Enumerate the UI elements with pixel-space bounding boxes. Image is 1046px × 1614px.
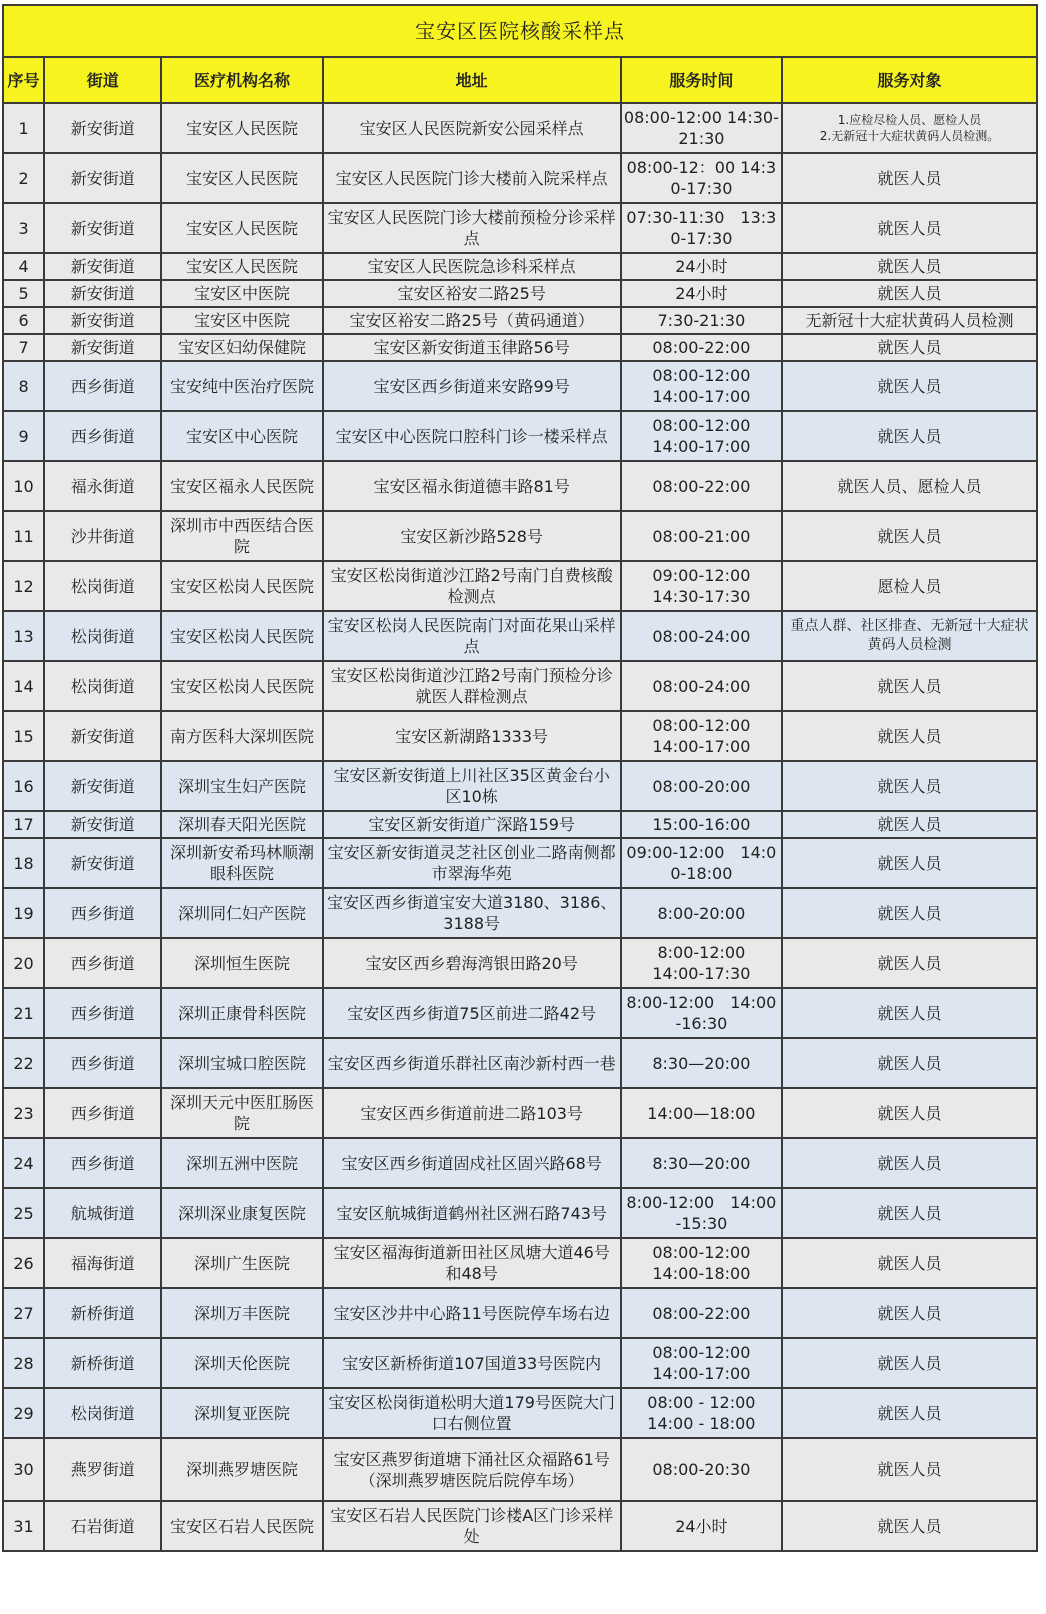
cell-street: 西乡街道 bbox=[44, 988, 161, 1038]
table-row bbox=[3, 103, 1037, 153]
cell-service-time: 8:30—20:00 bbox=[621, 1138, 782, 1188]
cell-no: 5 bbox=[3, 280, 44, 307]
cell-no: 27 bbox=[3, 1288, 44, 1338]
cell-no: 21 bbox=[3, 988, 44, 1038]
cell-service-target: 就医人员 bbox=[782, 1501, 1037, 1551]
table-row bbox=[3, 938, 1037, 988]
cell-service-target: 愿检人员 bbox=[782, 561, 1037, 611]
cell-address: 宝安区燕罗街道塘下涌社区众福路61号（深圳燕罗塘医院后院停车场） bbox=[323, 1438, 621, 1501]
cell-org: 深圳春天阳光医院 bbox=[161, 811, 322, 838]
table-row bbox=[3, 1438, 1037, 1501]
table-row bbox=[3, 153, 1037, 203]
cell-service-time: 09:00-12:00 14:30-17:30 bbox=[621, 561, 782, 611]
table-row bbox=[3, 1038, 1037, 1088]
cell-no: 22 bbox=[3, 1038, 44, 1088]
cell-org: 宝安区中医院 bbox=[161, 307, 322, 334]
cell-org: 宝安区松岗人民医院 bbox=[161, 611, 322, 661]
cell-service-time: 08:00-12:00 14:00-17:00 bbox=[621, 711, 782, 761]
cell-service-target: 就医人员 bbox=[782, 811, 1037, 838]
cell-service-time: 8:00-12:00 14:00-15:30 bbox=[621, 1188, 782, 1238]
cell-no: 19 bbox=[3, 888, 44, 938]
table-row bbox=[3, 253, 1037, 280]
table-row bbox=[3, 361, 1037, 411]
cell-service-time: 08:00-20:00 bbox=[621, 761, 782, 811]
cell-street: 沙井街道 bbox=[44, 511, 161, 561]
cell-street: 新安街道 bbox=[44, 153, 161, 203]
cell-service-time: 24小时 bbox=[621, 1501, 782, 1551]
cell-no: 29 bbox=[3, 1388, 44, 1438]
cell-org: 宝安区人民医院 bbox=[161, 203, 322, 253]
cell-service-target: 就医人员 bbox=[782, 203, 1037, 253]
cell-address: 宝安区航城街道鹤州社区洲石路743号 bbox=[323, 1188, 621, 1238]
cell-service-target: 就医人员 bbox=[782, 988, 1037, 1038]
header-no: 序号 bbox=[3, 57, 44, 103]
table-row bbox=[3, 561, 1037, 611]
cell-org: 宝安区人民医院 bbox=[161, 153, 322, 203]
cell-no: 11 bbox=[3, 511, 44, 561]
cell-street: 新桥街道 bbox=[44, 1338, 161, 1388]
cell-street: 新安街道 bbox=[44, 334, 161, 361]
cell-address: 宝安区松岗街道沙江路2号南门预检分诊就医人群检测点 bbox=[323, 661, 621, 711]
cell-street: 新安街道 bbox=[44, 103, 161, 153]
cell-street: 松岗街道 bbox=[44, 611, 161, 661]
cell-no: 15 bbox=[3, 711, 44, 761]
cell-street: 西乡街道 bbox=[44, 938, 161, 988]
cell-address: 宝安区中心医院口腔科门诊一楼采样点 bbox=[323, 411, 621, 461]
cell-service-target: 就医人员 bbox=[782, 153, 1037, 203]
cell-service-time: 8:00-20:00 bbox=[621, 888, 782, 938]
cell-service-target: 就医人员 bbox=[782, 1238, 1037, 1288]
cell-service-target: 就医人员 bbox=[782, 1088, 1037, 1138]
cell-service-time: 08:00-12：00 14:30-17:30 bbox=[621, 153, 782, 203]
table-row bbox=[3, 1388, 1037, 1438]
cell-no: 20 bbox=[3, 938, 44, 988]
cell-no: 12 bbox=[3, 561, 44, 611]
cell-service-time: 15:00-16:00 bbox=[621, 811, 782, 838]
cell-service-target: 就医人员 bbox=[782, 838, 1037, 888]
cell-street: 燕罗街道 bbox=[44, 1438, 161, 1501]
cell-org: 深圳宝生妇产医院 bbox=[161, 761, 322, 811]
cell-org: 深圳复亚医院 bbox=[161, 1388, 322, 1438]
cell-street: 西乡街道 bbox=[44, 411, 161, 461]
cell-no: 28 bbox=[3, 1338, 44, 1388]
cell-service-target: 就医人员 bbox=[782, 1288, 1037, 1338]
cell-service-target: 就医人员 bbox=[782, 888, 1037, 938]
table-row bbox=[3, 1088, 1037, 1138]
cell-org: 深圳燕罗塘医院 bbox=[161, 1438, 322, 1501]
cell-org: 宝安区妇幼保健院 bbox=[161, 334, 322, 361]
cell-service-time: 08:00-12:00 14:00-17:00 bbox=[621, 411, 782, 461]
cell-no: 2 bbox=[3, 153, 44, 203]
cell-service-target: 就医人员、愿检人员 bbox=[782, 461, 1037, 511]
table-row bbox=[3, 988, 1037, 1038]
cell-street: 松岗街道 bbox=[44, 661, 161, 711]
header-org: 医疗机构名称 bbox=[161, 57, 322, 103]
cell-service-target: 1.应检尽检人员、愿检人员 2.无新冠十大症状黄码人员检测。 bbox=[782, 103, 1037, 153]
cell-address: 宝安区新安街道上川社区35区黄金台小区10栋 bbox=[323, 761, 621, 811]
cell-service-time: 08:00 - 12:00 14:00 - 18:00 bbox=[621, 1388, 782, 1438]
cell-service-time: 7:30-21:30 bbox=[621, 307, 782, 334]
cell-service-time: 24小时 bbox=[621, 280, 782, 307]
cell-service-target: 就医人员 bbox=[782, 411, 1037, 461]
cell-service-time: 08:00-22:00 bbox=[621, 461, 782, 511]
cell-org: 宝安区中心医院 bbox=[161, 411, 322, 461]
cell-service-target: 就医人员 bbox=[782, 1338, 1037, 1388]
cell-street: 松岗街道 bbox=[44, 1388, 161, 1438]
cell-address: 宝安区石岩人民医院门诊楼A区门诊采样处 bbox=[323, 1501, 621, 1551]
cell-service-target: 就医人员 bbox=[782, 938, 1037, 988]
cell-no: 17 bbox=[3, 811, 44, 838]
cell-org: 深圳同仁妇产医院 bbox=[161, 888, 322, 938]
cell-no: 24 bbox=[3, 1138, 44, 1188]
cell-no: 30 bbox=[3, 1438, 44, 1501]
sampling-sites-table bbox=[2, 4, 1038, 1552]
cell-street: 航城街道 bbox=[44, 1188, 161, 1238]
cell-no: 10 bbox=[3, 461, 44, 511]
cell-org: 宝安区松岗人民医院 bbox=[161, 661, 322, 711]
cell-service-time: 8:30—20:00 bbox=[621, 1038, 782, 1088]
table-row bbox=[3, 307, 1037, 334]
cell-org: 深圳五洲中医院 bbox=[161, 1138, 322, 1188]
cell-address: 宝安区人民医院门诊大楼前预检分诊采样点 bbox=[323, 203, 621, 253]
table-row bbox=[3, 1188, 1037, 1238]
cell-org: 宝安区松岗人民医院 bbox=[161, 561, 322, 611]
cell-service-target: 就医人员 bbox=[782, 511, 1037, 561]
cell-street: 石岩街道 bbox=[44, 1501, 161, 1551]
cell-service-time: 24小时 bbox=[621, 253, 782, 280]
cell-address: 宝安区新安街道玉律路56号 bbox=[323, 334, 621, 361]
table-title: 宝安区医院核酸采样点 bbox=[3, 5, 1037, 57]
cell-no: 7 bbox=[3, 334, 44, 361]
cell-address: 宝安区新安街道灵芝社区创业二路南侧都市翠海华苑 bbox=[323, 838, 621, 888]
cell-org: 宝安区人民医院 bbox=[161, 103, 322, 153]
header-row bbox=[3, 57, 1037, 103]
cell-street: 新安街道 bbox=[44, 838, 161, 888]
cell-service-target: 无新冠十大症状黄码人员检测 bbox=[782, 307, 1037, 334]
table-row bbox=[3, 838, 1037, 888]
cell-service-time: 08:00-12:00 14:00-17:00 bbox=[621, 1338, 782, 1388]
cell-address: 宝安区沙井中心路11号医院停车场右边 bbox=[323, 1288, 621, 1338]
cell-service-target: 就医人员 bbox=[782, 761, 1037, 811]
cell-service-target: 就医人员 bbox=[782, 361, 1037, 411]
cell-address: 宝安区福海街道新田社区凤塘大道46号和48号 bbox=[323, 1238, 621, 1288]
cell-no: 16 bbox=[3, 761, 44, 811]
cell-org: 深圳市中西医结合医院 bbox=[161, 511, 322, 561]
cell-address: 宝安区人民医院急诊科采样点 bbox=[323, 253, 621, 280]
table-row bbox=[3, 461, 1037, 511]
cell-street: 西乡街道 bbox=[44, 1088, 161, 1138]
cell-org: 深圳天伦医院 bbox=[161, 1338, 322, 1388]
cell-no: 8 bbox=[3, 361, 44, 411]
cell-service-time: 08:00-24:00 bbox=[621, 661, 782, 711]
cell-service-target: 就医人员 bbox=[782, 1038, 1037, 1088]
cell-no: 9 bbox=[3, 411, 44, 461]
cell-street: 西乡街道 bbox=[44, 1138, 161, 1188]
header-service-target: 服务对象 bbox=[782, 57, 1037, 103]
cell-service-time: 08:00-24:00 bbox=[621, 611, 782, 661]
cell-address: 宝安区新桥街道107国道33号医院内 bbox=[323, 1338, 621, 1388]
table-row bbox=[3, 811, 1037, 838]
table-row bbox=[3, 1288, 1037, 1338]
cell-no: 26 bbox=[3, 1238, 44, 1288]
cell-org: 宝安区石岩人民医院 bbox=[161, 1501, 322, 1551]
cell-street: 新安街道 bbox=[44, 711, 161, 761]
cell-org: 深圳宝城口腔医院 bbox=[161, 1038, 322, 1088]
cell-service-time: 07:30-11:30 13:30-17:30 bbox=[621, 203, 782, 253]
cell-org: 深圳正康骨科医院 bbox=[161, 988, 322, 1038]
cell-service-target: 就医人员 bbox=[782, 1188, 1037, 1238]
cell-org: 深圳深业康复医院 bbox=[161, 1188, 322, 1238]
cell-service-time: 08:00-12:00 14:30-21:30 bbox=[621, 103, 782, 153]
header-address: 地址 bbox=[323, 57, 621, 103]
cell-service-target: 重点人群、社区排查、无新冠十大症状黄码人员检测 bbox=[782, 611, 1037, 661]
cell-address: 宝安区松岗街道松明大道179号医院大门口右侧位置 bbox=[323, 1388, 621, 1438]
cell-no: 3 bbox=[3, 203, 44, 253]
cell-no: 4 bbox=[3, 253, 44, 280]
cell-org: 深圳恒生医院 bbox=[161, 938, 322, 988]
cell-no: 31 bbox=[3, 1501, 44, 1551]
table-row bbox=[3, 1138, 1037, 1188]
cell-address: 宝安区西乡街道来安路99号 bbox=[323, 361, 621, 411]
cell-service-time: 09:00-12:00 14:00-18:00 bbox=[621, 838, 782, 888]
header-service-time: 服务时间 bbox=[621, 57, 782, 103]
table-row bbox=[3, 203, 1037, 253]
cell-service-target: 就医人员 bbox=[782, 661, 1037, 711]
cell-street: 松岗街道 bbox=[44, 561, 161, 611]
cell-address: 宝安区新安街道广深路159号 bbox=[323, 811, 621, 838]
cell-org: 深圳万丰医院 bbox=[161, 1288, 322, 1338]
cell-service-target: 就医人员 bbox=[782, 280, 1037, 307]
cell-street: 新安街道 bbox=[44, 253, 161, 280]
table-row bbox=[3, 1501, 1037, 1551]
table-row bbox=[3, 711, 1037, 761]
cell-street: 福永街道 bbox=[44, 461, 161, 511]
cell-street: 新安街道 bbox=[44, 761, 161, 811]
cell-address: 宝安区西乡碧海湾银田路20号 bbox=[323, 938, 621, 988]
cell-address: 宝安区裕安二路25号 bbox=[323, 280, 621, 307]
cell-street: 新安街道 bbox=[44, 203, 161, 253]
cell-service-time: 08:00-12:00 14:00-17:00 bbox=[621, 361, 782, 411]
cell-address: 宝安区西乡街道75区前进二路42号 bbox=[323, 988, 621, 1038]
cell-service-target: 就医人员 bbox=[782, 711, 1037, 761]
cell-address: 宝安区人民医院门诊大楼前入院采样点 bbox=[323, 153, 621, 203]
cell-street: 西乡街道 bbox=[44, 888, 161, 938]
cell-address: 宝安区人民医院新安公园采样点 bbox=[323, 103, 621, 153]
cell-address: 宝安区新沙路528号 bbox=[323, 511, 621, 561]
table-row bbox=[3, 761, 1037, 811]
cell-service-target: 就医人员 bbox=[782, 253, 1037, 280]
table-row bbox=[3, 611, 1037, 661]
cell-service-target: 就医人员 bbox=[782, 1388, 1037, 1438]
cell-service-time: 08:00-21:00 bbox=[621, 511, 782, 561]
cell-org: 宝安区人民医院 bbox=[161, 253, 322, 280]
cell-org: 宝安区福永人民医院 bbox=[161, 461, 322, 511]
cell-service-time: 08:00-22:00 bbox=[621, 1288, 782, 1338]
table-row bbox=[3, 411, 1037, 461]
cell-address: 宝安区西乡街道宝安大道3180、3186、3188号 bbox=[323, 888, 621, 938]
cell-address: 宝安区新湖路1333号 bbox=[323, 711, 621, 761]
cell-no: 13 bbox=[3, 611, 44, 661]
table-row bbox=[3, 1238, 1037, 1288]
cell-address: 宝安区松岗街道沙江路2号南门自费核酸检测点 bbox=[323, 561, 621, 611]
table-row bbox=[3, 280, 1037, 307]
cell-address: 宝安区西乡街道乐群社区南沙新村西一巷 bbox=[323, 1038, 621, 1088]
cell-org: 南方医科大深圳医院 bbox=[161, 711, 322, 761]
cell-service-time: 14:00—18:00 bbox=[621, 1088, 782, 1138]
cell-service-target: 就医人员 bbox=[782, 1138, 1037, 1188]
cell-address: 宝安区松岗人民医院南门对面花果山采样点 bbox=[323, 611, 621, 661]
cell-street: 福海街道 bbox=[44, 1238, 161, 1288]
cell-service-time: 8:00-12:00 14:00-17:30 bbox=[621, 938, 782, 988]
header-street: 街道 bbox=[44, 57, 161, 103]
cell-no: 25 bbox=[3, 1188, 44, 1238]
cell-street: 新安街道 bbox=[44, 811, 161, 838]
cell-street: 新安街道 bbox=[44, 307, 161, 334]
cell-no: 23 bbox=[3, 1088, 44, 1138]
cell-street: 新桥街道 bbox=[44, 1288, 161, 1338]
cell-org: 深圳广生医院 bbox=[161, 1238, 322, 1288]
cell-service-time: 08:00-12:00 14:00-18:00 bbox=[621, 1238, 782, 1288]
table-row bbox=[3, 1338, 1037, 1388]
cell-address: 宝安区福永街道德丰路81号 bbox=[323, 461, 621, 511]
cell-service-time: 8:00-12:00 14:00-16:30 bbox=[621, 988, 782, 1038]
cell-street: 西乡街道 bbox=[44, 361, 161, 411]
cell-service-target: 就医人员 bbox=[782, 1438, 1037, 1501]
table-row bbox=[3, 661, 1037, 711]
cell-service-time: 08:00-20:30 bbox=[621, 1438, 782, 1501]
cell-address: 宝安区裕安二路25号（黄码通道） bbox=[323, 307, 621, 334]
cell-street: 新安街道 bbox=[44, 280, 161, 307]
cell-org: 深圳天元中医肛肠医院 bbox=[161, 1088, 322, 1138]
cell-service-time: 08:00-22:00 bbox=[621, 334, 782, 361]
table-row bbox=[3, 334, 1037, 361]
cell-service-target: 就医人员 bbox=[782, 334, 1037, 361]
cell-no: 1 bbox=[3, 103, 44, 153]
cell-address: 宝安区西乡街道固戍社区固兴路68号 bbox=[323, 1138, 621, 1188]
cell-address: 宝安区西乡街道前进二路103号 bbox=[323, 1088, 621, 1138]
cell-no: 18 bbox=[3, 838, 44, 888]
cell-street: 西乡街道 bbox=[44, 1038, 161, 1088]
cell-org: 宝安区中医院 bbox=[161, 280, 322, 307]
cell-org: 深圳新安希玛林顺潮眼科医院 bbox=[161, 838, 322, 888]
cell-no: 6 bbox=[3, 307, 44, 334]
cell-org: 宝安纯中医治疗医院 bbox=[161, 361, 322, 411]
table-row bbox=[3, 888, 1037, 938]
table-row bbox=[3, 511, 1037, 561]
cell-no: 14 bbox=[3, 661, 44, 711]
